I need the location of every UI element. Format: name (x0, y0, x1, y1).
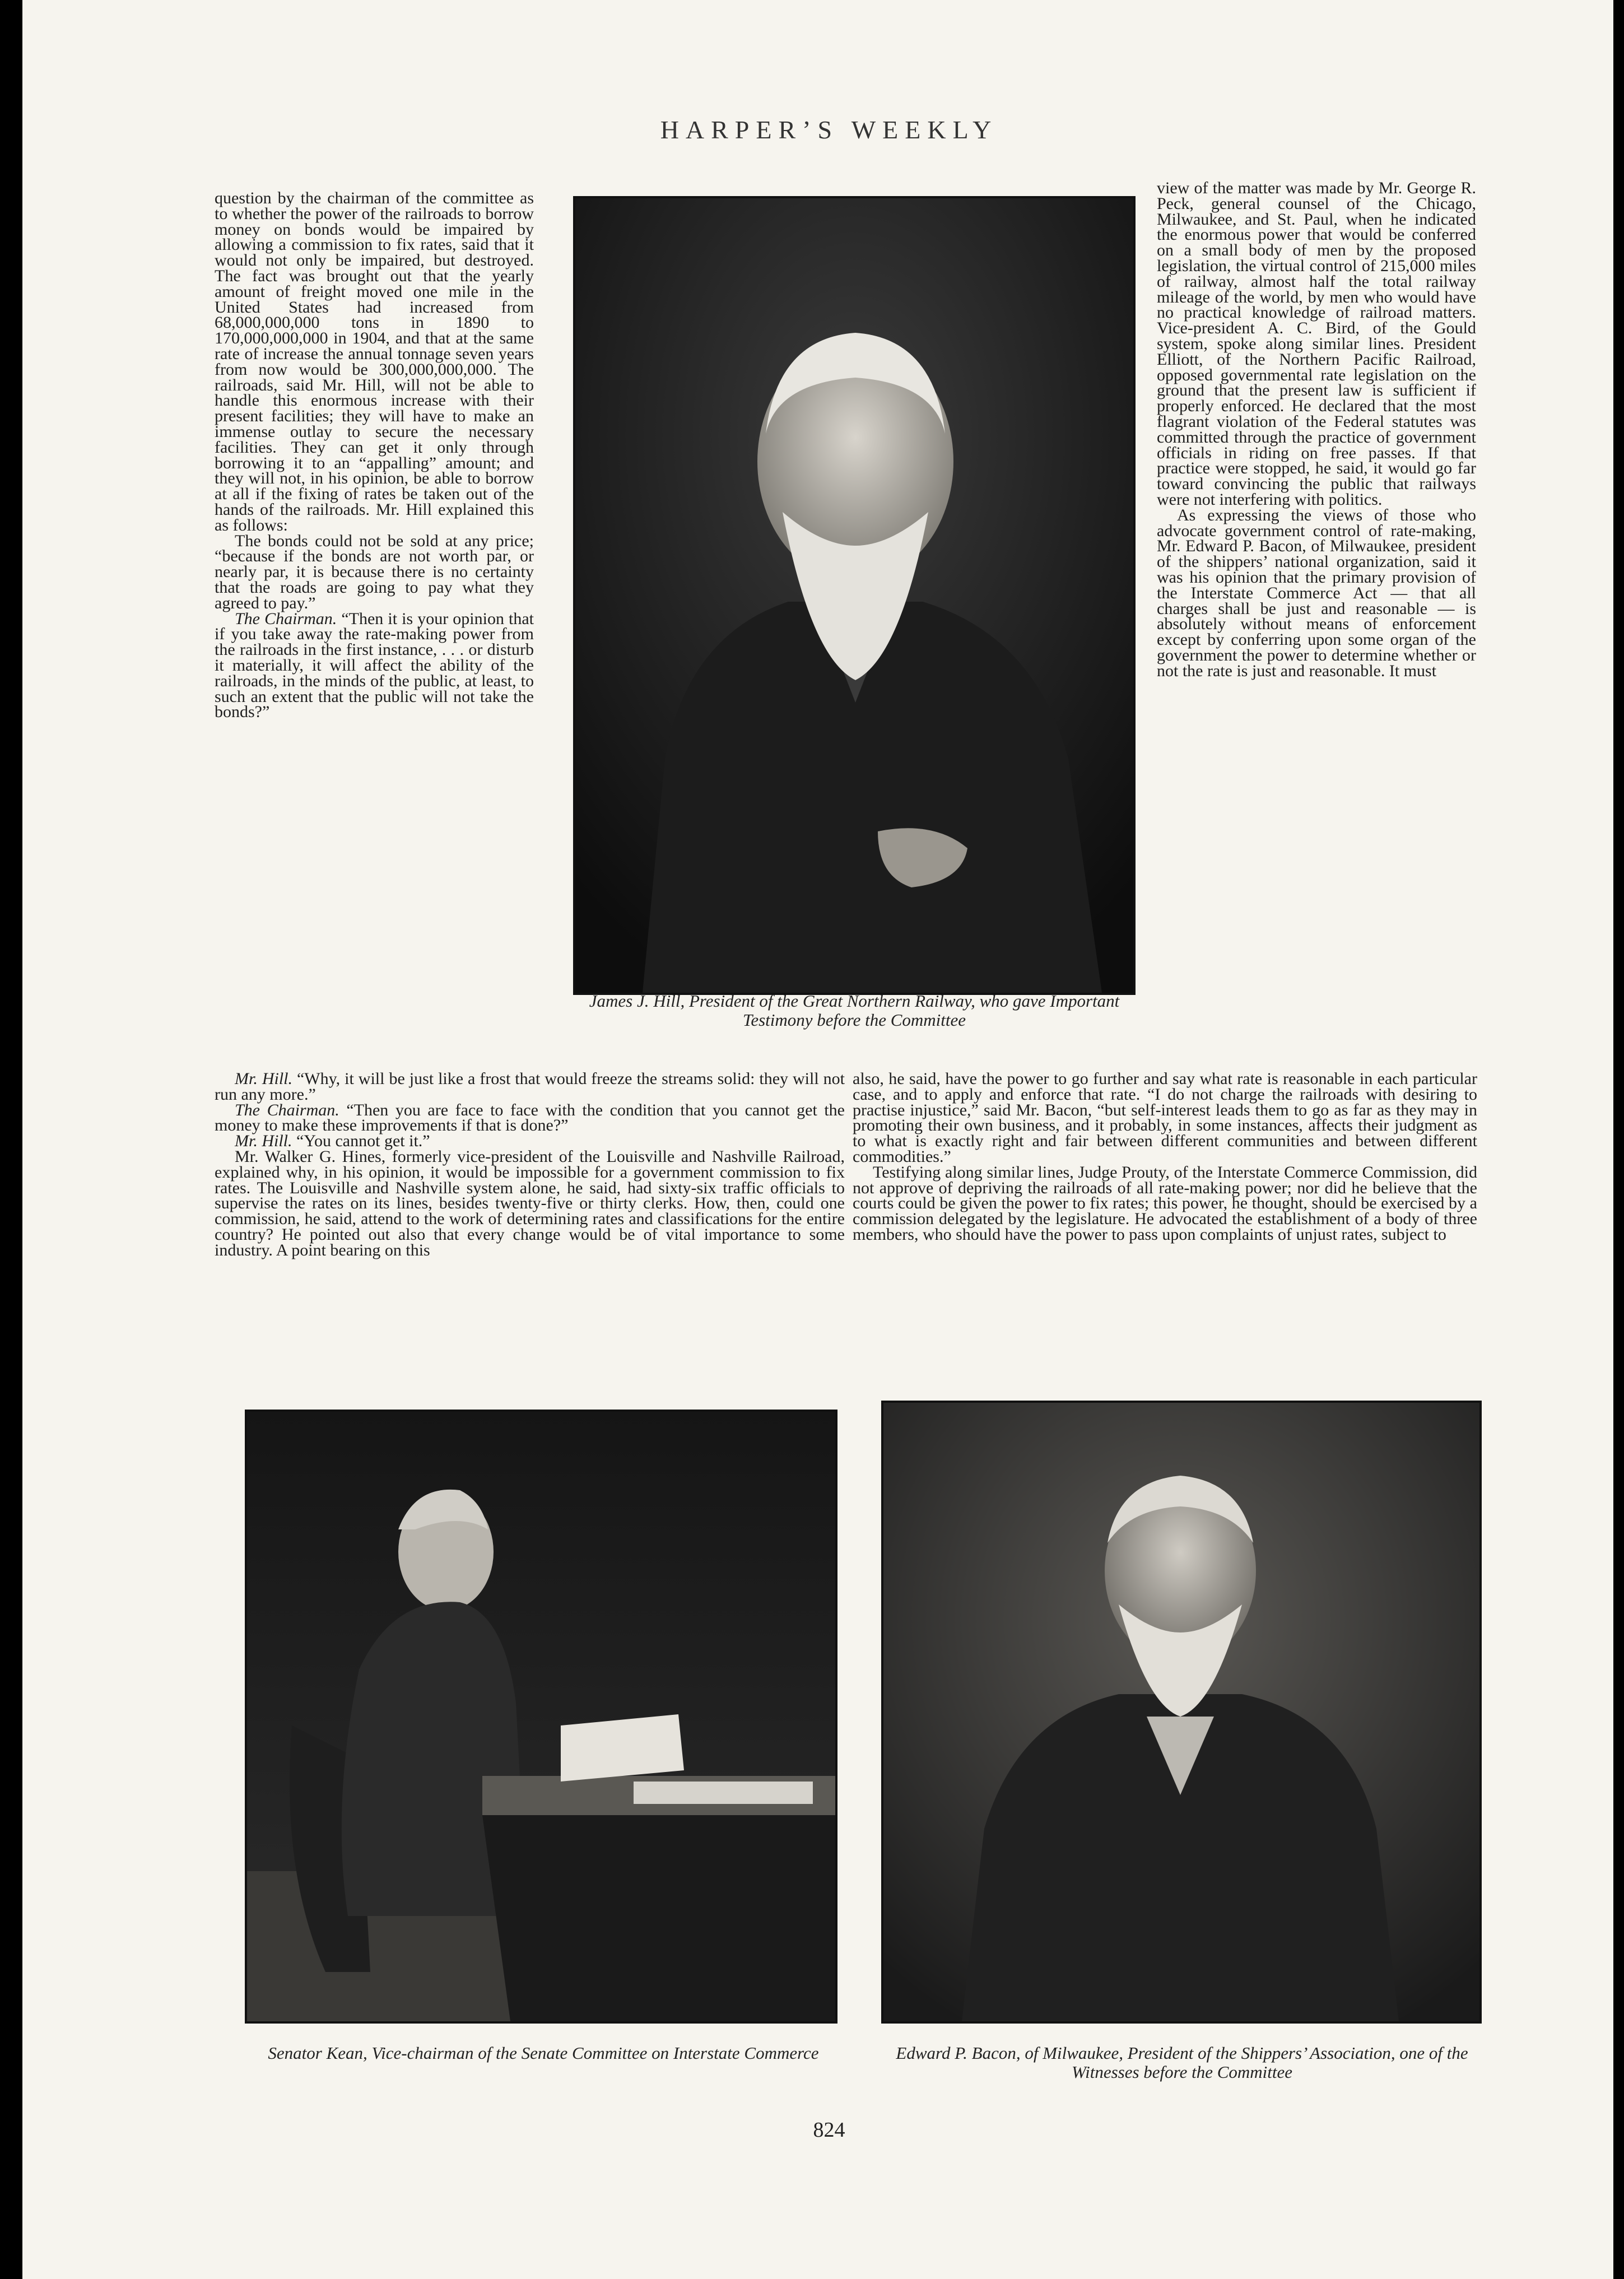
paragraph: view of the matter was made by Mr. George R. Peck, general counsel of the Chicago, Milwaukee, and St. Paul, when he indicated the enormous power that would be conferred on a small body of men by the proposed legislation, the virtual control of 215,000 miles of railway, almost half the total railway mileage of the world, by men who would have no practical knowledge of railroad matters. Vice-president A. C. Bird, of the Gould system, spoke along similar lines. President Elliott, of the Northern Pacific Railroad, opposed governmental rate legislation on the ground that the present law is sufficient if properly enforced. He declared that the most flagrant violation of the Federal statutes was committed through the practice of government officials in riding on free passes. If that practice were stopped, he said, it would go far toward convincing the public that railways were not interfering with politics. (1157, 179, 1476, 509)
text-column-bottom-left (215, 1071, 845, 1258)
photo-edward-p-bacon (881, 1401, 1482, 2024)
photo-james-j-hill (573, 196, 1136, 995)
paragraph: question by the chairman of the committee as to whether the power of the railroads to borrow money on bonds would be impaired by allowing a commission to fix rates, said that it would not only be impaired, but destroyed. The fact was brought out that the yearly amount of freight moved one mile in the United States had increased from 68,000,000,000 tons in 1890 to 170,000,000,000 in 1904, and that at the same rate of increase the annual tonnage seven years from now would be 300,000,000,000. The railroads, said Mr. Hill, will not be able to handle this enormous increase with their present facilities; they will have to make an immense outlay to secure the necessary facilities. They can get it only through borrowing it to an “appalling” amount; and they will not, in his opinion, be able to borrow at all if the fixing of rates be taken out of the hands of the railroads. Mr. Hill explained this as follows: (215, 189, 534, 534)
magazine-page (22, 0, 1613, 2279)
caption-bacon: Edward P. Bacon, of Milwaukee, President of the Shippers’ Association, one of the Witnesses before the Committee (896, 2043, 1468, 2082)
speaker-text: “Then you are face to face with the condition that you cannot get the money to make these improvements if that is done?” (215, 1100, 845, 1135)
speaker-name: The Chairman. (235, 609, 337, 628)
caption-hill: James J. Hill, President of the Great Northern Railway, who gave Important Testimony before the Committee (589, 991, 1120, 1030)
paragraph: As expressing the views of those who advocate government control of rate-making, Mr. Edward P. Bacon, of Milwaukee, president of the shippers’ national organization, said it was his opinion that the primary provision of the Interstate Commerce Act — that all charges shall be just and reasonable — is absolutely without means of enforcement except by conferring upon some organ of the government the power to determine whether or not the rate is just and reasonable. It must (1157, 505, 1476, 680)
speaker-name: Mr. Hill. (235, 1132, 292, 1151)
paragraph (215, 1133, 845, 1149)
running-header: HARPER’S WEEKLY (660, 115, 998, 144)
text-column-right (1157, 180, 1476, 679)
speaker-text: “Why, it will be just like a frost that would freeze the streams solid: they will not run any more.” (215, 1069, 845, 1104)
paragraph: also, he said, have the power to go further and say what rate is reasonable in each particular case, and to apply and enforce that rate. “I do not charge the railroads with desiring to practise injustice,” said Mr. Bacon, “but self-interest leads them to go as far as they may in promoting their own business, and it probably, in some instances, affects their judgment as to what is exactly right and fair between different communities and between different commodities.” (853, 1069, 1477, 1166)
desk-scene-illustration (247, 1412, 835, 2021)
text-column-left (215, 190, 534, 720)
paragraph: Testifying along similar lines, Judge Prouty, of the Interstate Commerce Commission, did not approve of depriving the railroads of all rate-making power; nor did he believe that the courts could be given the power to fix rates; this power, he thought, should be exercised by a commission delegated by the legislature. He advocated the establishment of a body of three members, who should have the power to pass upon complaints of unjust rates, subject to (853, 1162, 1477, 1244)
paragraph (215, 611, 534, 720)
speaker-text: “You cannot get it.” (292, 1132, 430, 1151)
portrait-illustration (575, 198, 1133, 993)
speaker-name: The Chairman. (235, 1100, 339, 1119)
paragraph: The bonds could not be sold at any price; “because if the bonds are not worth par, or nearly par, it is because there is no certainty that the roads are going to pay what they agreed to pay.” (215, 531, 534, 612)
speaker-text: “Then it is your opinion that if you take away the rate-making power from the railroads in the first instance, . . . or disturb it materially, it will affect the ability of the railroads, in the minds of the public, at least, to such an extent that the public will not take the bonds?” (215, 609, 534, 722)
speaker-name: Mr. Hill. (235, 1069, 292, 1088)
caption-kean: Senator Kean, Vice-chairman of the Senate Committee on Interstate Commerce (268, 2043, 819, 2063)
portrait-illustration (883, 1403, 1479, 2021)
paragraph (215, 1100, 845, 1135)
photo-senator-kean (245, 1410, 837, 2024)
paragraph: Mr. Walker G. Hines, formerly vice-president of the Louisville and Nashville Railroad, explained why, in his opinion, it would be impossible for a government commission to fix rates. The Louisville and Nashville system alone, he said, had sixty-six traffic officials to supervise the rates on its lines, besides twenty-five or thirty clerks. How, then, could one commission, he said, attend to the work of determining rates and classifications for the entire country? He pointed out also that every change would be of vital importance to some industry. A point bearing on this (215, 1147, 845, 1259)
text-column-bottom-right (853, 1071, 1477, 1243)
paragraph (215, 1071, 845, 1103)
page-number: 824 (813, 2118, 845, 2142)
